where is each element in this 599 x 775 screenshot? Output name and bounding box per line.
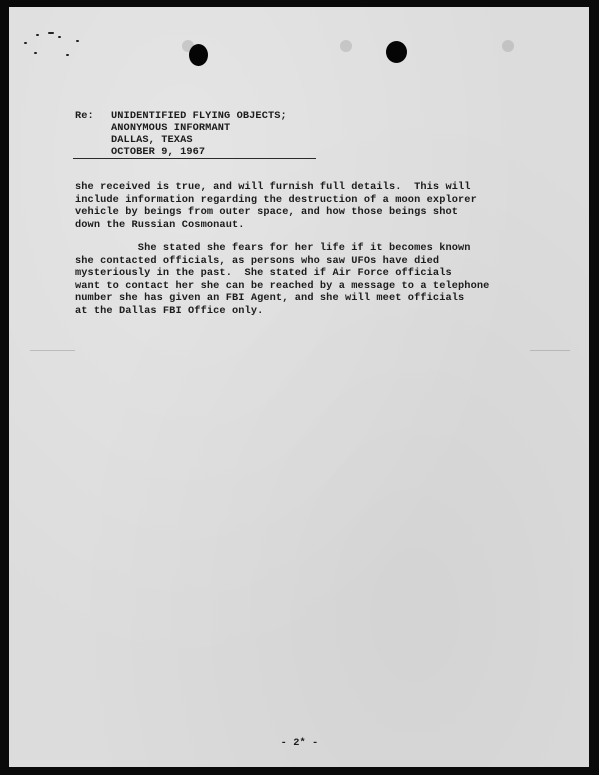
punch-hole-left bbox=[189, 44, 208, 66]
text-line: She stated she fears for her life if it becomes known bbox=[75, 242, 471, 254]
page-number: - 2* - bbox=[280, 737, 319, 749]
scan-artifact bbox=[530, 350, 570, 351]
text-line: want to contact her she can be reached by a message to a telephone bbox=[75, 279, 490, 292]
subject-lines bbox=[111, 110, 287, 158]
header-underline bbox=[73, 158, 316, 159]
text-line: she received is true, and will furnish full details. This will bbox=[75, 181, 471, 193]
text-line: at the Dallas FBI Office only. bbox=[75, 304, 264, 317]
faint-punch-hole bbox=[340, 40, 352, 52]
punch-hole-right bbox=[386, 41, 407, 63]
subject-line: DALLAS, TEXAS bbox=[111, 134, 193, 146]
scan-specks bbox=[24, 30, 84, 60]
re-label: Re: bbox=[75, 110, 94, 122]
text-line: down the Russian Cosmonaut. bbox=[75, 218, 245, 231]
text-line: number she has given an FBI Agent, and she will meet officials bbox=[75, 292, 465, 304]
body-paragraph-2 bbox=[75, 242, 489, 317]
faint-punch-hole bbox=[502, 40, 514, 52]
document-page bbox=[9, 7, 589, 767]
subject-line: ANONYMOUS INFORMANT bbox=[111, 122, 231, 134]
subject-line: OCTOBER 9, 1967 bbox=[111, 146, 206, 158]
text-line: mysteriously in the past. She stated if Air Force officials bbox=[75, 267, 452, 279]
subject-line: UNIDENTIFIED FLYING OBJECTS; bbox=[111, 110, 287, 122]
text-line: include information regarding the destruction of a moon explorer bbox=[75, 193, 477, 206]
body-paragraph-1 bbox=[75, 181, 477, 231]
text-line: she contacted officials, as persons who saw UFOs have died bbox=[75, 254, 440, 267]
text-line: vehicle by beings from outer space, and how those beings shot bbox=[75, 206, 459, 218]
scan-artifact bbox=[30, 350, 75, 351]
